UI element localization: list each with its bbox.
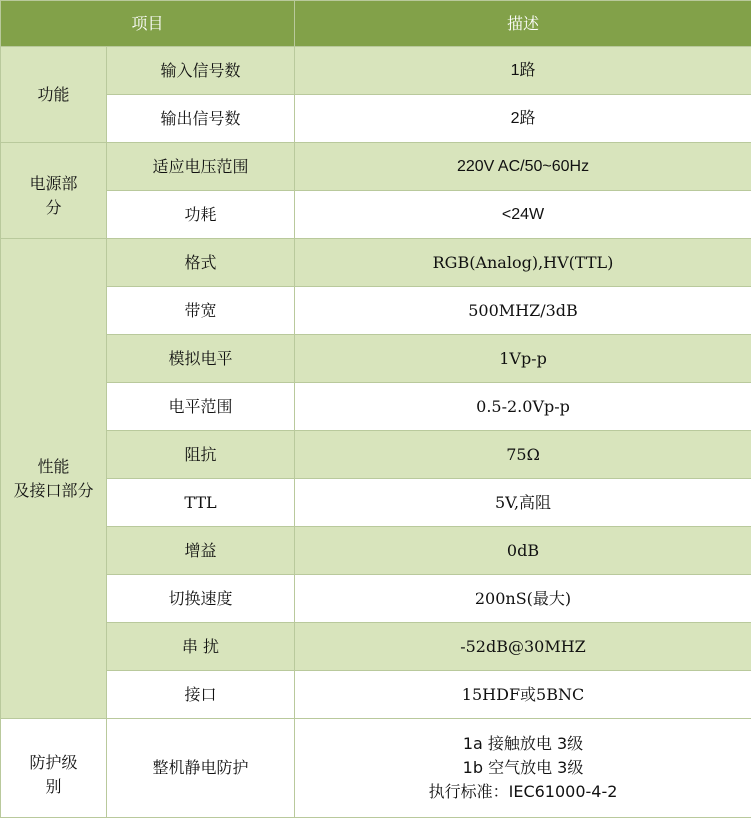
row-item: TTL — [107, 479, 295, 527]
row-value: 500MHZ/3dB — [295, 287, 751, 335]
group-function: 功能 — [1, 47, 107, 143]
group-power: 电源部 分 — [1, 143, 107, 239]
row-value: 1路 — [295, 47, 751, 95]
table-row — [1, 191, 751, 239]
row-item: 输入信号数 — [107, 47, 295, 95]
table-row — [1, 671, 751, 719]
row-value: 200nS(最大) — [295, 575, 751, 623]
row-item: 接口 — [107, 671, 295, 719]
group-protection: 防护级 别 — [1, 719, 107, 818]
row-item: 串 扰 — [107, 623, 295, 671]
row-value: 5V,高阻 — [295, 479, 751, 527]
row-item: 模拟电平 — [107, 335, 295, 383]
header-item: 项目 — [1, 1, 295, 47]
table-row — [1, 383, 751, 431]
table-row — [1, 287, 751, 335]
row-item: 格式 — [107, 239, 295, 287]
row-value: 0.5-2.0Vp-p — [295, 383, 751, 431]
row-value: -52dB@30MHZ — [295, 623, 751, 671]
row-item: 阻抗 — [107, 431, 295, 479]
row-value: 2路 — [295, 95, 751, 143]
table-row — [1, 239, 751, 287]
row-value: 0dB — [295, 527, 751, 575]
row-value: 220V AC/50~60Hz — [295, 143, 751, 191]
table-row — [1, 719, 751, 818]
table-row — [1, 431, 751, 479]
row-item: 带宽 — [107, 287, 295, 335]
row-item: 增益 — [107, 527, 295, 575]
table-row — [1, 95, 751, 143]
header-row — [1, 1, 751, 47]
row-item: 适应电压范围 — [107, 143, 295, 191]
row-item: 输出信号数 — [107, 95, 295, 143]
row-item: 切换速度 — [107, 575, 295, 623]
row-item: 功耗 — [107, 191, 295, 239]
row-value: RGB(Analog),HV(TTL) — [295, 239, 751, 287]
header-description: 描述 — [295, 1, 751, 47]
table-row — [1, 47, 751, 95]
table-row — [1, 527, 751, 575]
table-row — [1, 143, 751, 191]
table-row — [1, 479, 751, 527]
row-value: 75Ω — [295, 431, 751, 479]
row-value: <24W — [295, 191, 751, 239]
row-value: 1Vp-p — [295, 335, 751, 383]
row-item: 整机静电防护 — [107, 719, 295, 818]
row-value: 15HDF或5BNC — [295, 671, 751, 719]
row-value: 1a 接触放电 3级 1b 空气放电 3级 执行标准：IEC61000-4-2 — [295, 719, 751, 818]
table-row — [1, 335, 751, 383]
group-performance: 性能 及接口部分 — [1, 239, 107, 719]
table-row — [1, 623, 751, 671]
row-item: 电平范围 — [107, 383, 295, 431]
table-row — [1, 575, 751, 623]
